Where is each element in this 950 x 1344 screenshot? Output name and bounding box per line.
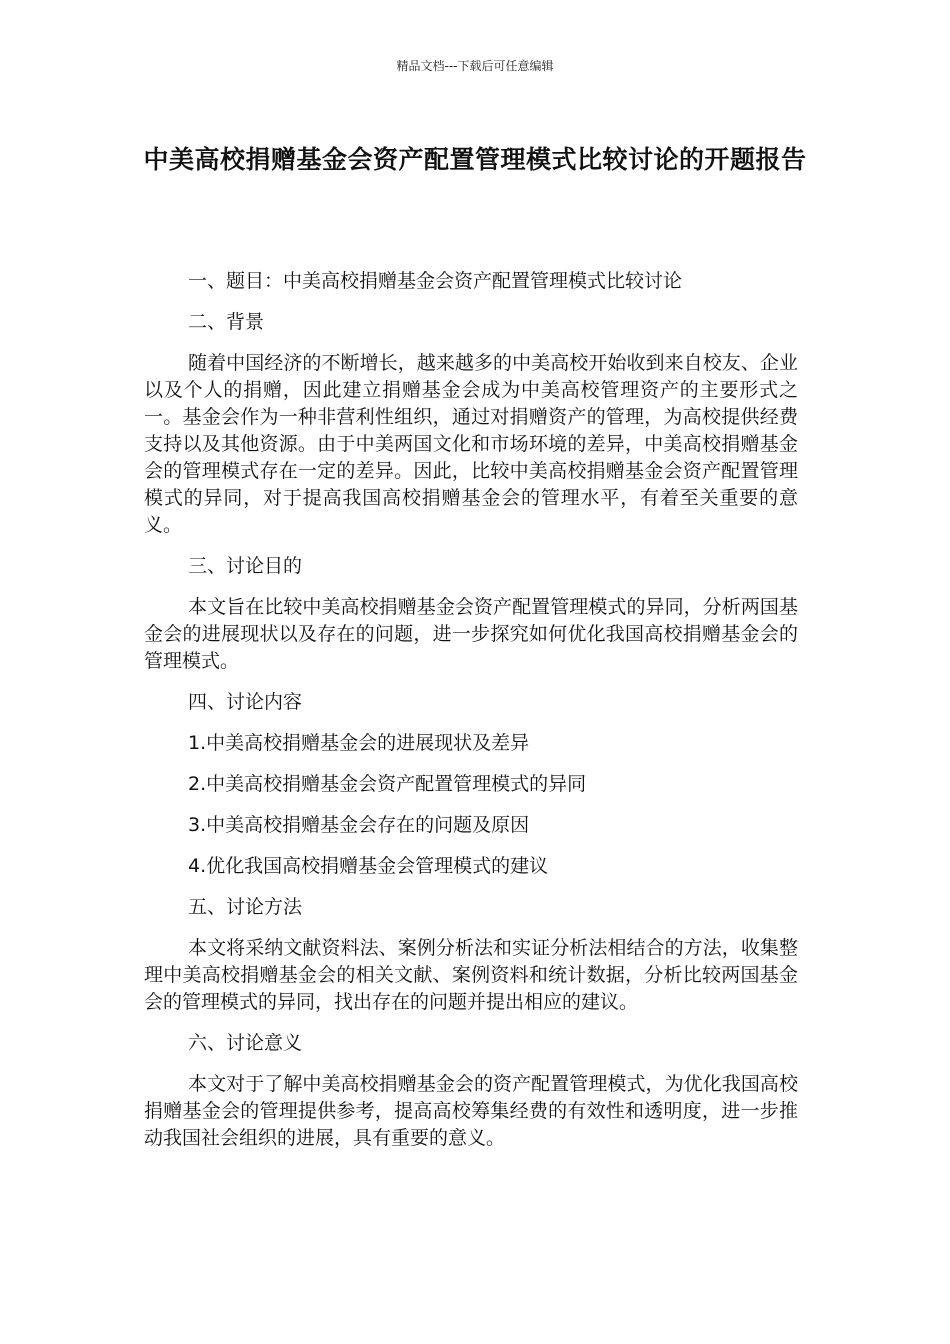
section-heading-significance: 六、讨论意义 <box>188 1032 303 1054</box>
header-note: 精品文档---下载后可任意编辑 <box>396 59 554 73</box>
section-heading-topic: 一、题目：中美高校捐赠基金会资产配置管理模式比较讨论 <box>188 270 683 292</box>
document-title: 中美高校捐赠基金会资产配置管理模式比较讨论的开题报告 <box>143 145 807 174</box>
section-heading-purpose: 三、讨论目的 <box>188 555 303 577</box>
document-body <box>144 268 798 1166</box>
background-paragraph: 随着中国经济的不断增长，越来越多的中美高校开始收到来自校友、企业以及个人的捐赠，因此建立捐赠基金会成为中美高校管理资产的主要形式之一。基金会作为一种非营利性组织，通过对捐赠资产的管理，为高校提供经费支持以及其他资源。由于中美两国文化和市场环境的差异，中美高校捐赠基金会的管理模式存在一定的差异。因此，比较中美高校捐赠基金会资产配置管理模式的异同，对于提高我国高校捐赠基金会的管理水平，有着至关重要的意义。 <box>144 352 798 536</box>
content-list-item-2: 2.中美高校捐赠基金会资产配置管理模式的异同 <box>188 773 587 795</box>
section-heading-background: 二、背景 <box>188 311 265 333</box>
purpose-paragraph: 本文旨在比较中美高校捐赠基金会资产配置管理模式的异同，分析两国基金会的进展现状以及存在的问题，进一步探究如何优化我国高校捐赠基金会的管理模式。 <box>144 596 798 672</box>
significance-paragraph: 本文对于了解中美高校捐赠基金会的资产配置管理模式，为优化我国高校捐赠基金会的管理提供参考，提高高校筹集经费的有效性和透明度，进一步推动我国社会组织的进展，具有重要的意义。 <box>144 1073 798 1149</box>
content-list-item-1: 1.中美高校捐赠基金会的进展现状及差异 <box>188 732 530 754</box>
content-list-item-3: 3.中美高校捐赠基金会存在的问题及原因 <box>188 814 530 836</box>
content-list-item-4: 4.优化我国高校捐赠基金会管理模式的建议 <box>188 855 549 877</box>
method-paragraph: 本文将采纳文献资料法、案例分析法和实证分析法相结合的方法，收集整理中美高校捐赠基金会的相关文献、案例资料和统计数据，分析比较两国基金会的管理模式的异同，找出存在的问题并提出相应的建议。 <box>144 937 798 1013</box>
section-heading-content: 四、讨论内容 <box>188 691 303 713</box>
section-heading-method: 五、讨论方法 <box>188 896 303 918</box>
